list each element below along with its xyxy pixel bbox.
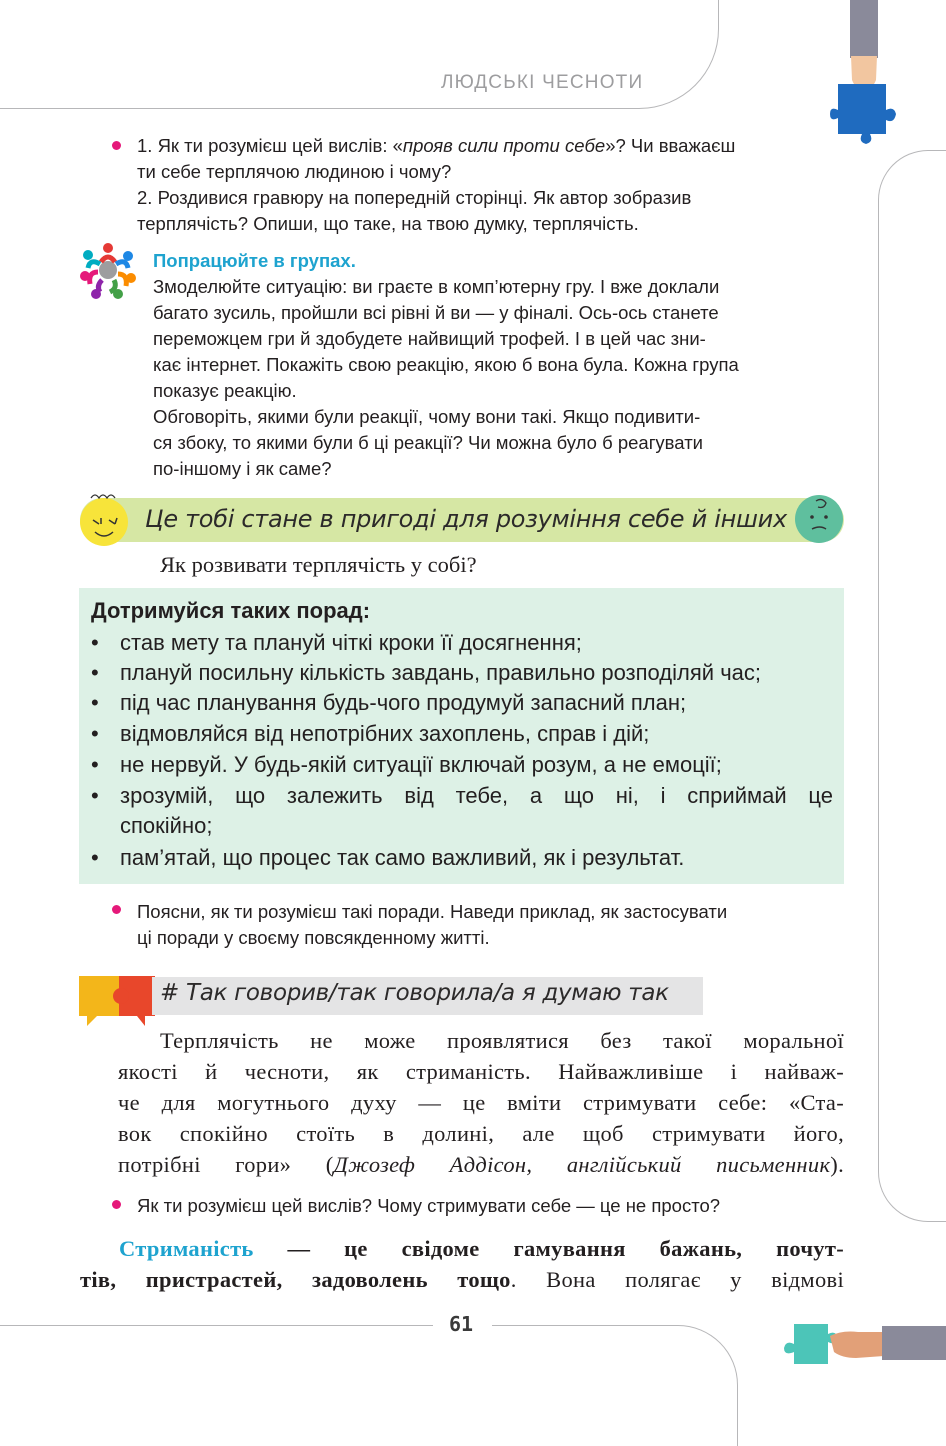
quote-line: якості й чесноти, як стриманість. Найважливіше і найваж- — [118, 1059, 844, 1084]
group-task-line: переможцем гри й здобудете найвищий трофей. І в цей час зни- — [153, 328, 706, 349]
tip-text: пам’ятай, що процес так само важливий, як і результат. — [120, 845, 685, 870]
tip-text: не нервуй. У будь-якій ситуації включай розум, а не емоції; — [120, 752, 722, 777]
frame-line-bottom-right — [492, 1325, 738, 1446]
question-text-line: Поясни, як ти розумієш такі поради. Наведи приклад, як застосувати — [137, 901, 728, 922]
group-task-line: ся збоку, то якими були б ці реакції? Чи можна було б реагувати — [153, 432, 703, 453]
question-1-text-b: »? Чи вважаєш — [605, 135, 736, 156]
quote-paragraph — [118, 1025, 844, 1180]
frame-line-bottom-left — [0, 1325, 433, 1336]
tip-text: плануй посильну кількість завдань, правильно розподіляй час; — [120, 660, 761, 685]
question-1-quote: прояв сили проти себе — [402, 135, 606, 156]
tip-bullet: • — [91, 845, 99, 870]
tip-item — [91, 658, 833, 688]
group-task-line: показує реакцію. — [153, 380, 297, 401]
definition-bold-text: тів, пристрастей, задоволень тощо — [80, 1267, 511, 1292]
tip-bullet: • — [91, 783, 99, 808]
definition-text: . Вона полягає у відмові — [510, 1267, 844, 1292]
group-task-line: по-іншому і як саме? — [153, 458, 332, 479]
tip-item — [91, 719, 833, 749]
frame-line-right — [878, 150, 946, 1222]
running-title: ЛЮДСЬКІ ЧЕСНОТИ — [441, 72, 644, 93]
group-task-block — [153, 248, 844, 482]
question-2-line-2: терплячість? Опиши, що таке, на твою думку, терплячість. — [137, 213, 639, 234]
group-task-heading: Попрацюйте в групах. — [153, 250, 356, 271]
tip-bullet: • — [91, 752, 99, 777]
group-task-line: багато зусиль, пройшли всі рівні й ви — у фіналі. Ось-ось станете — [153, 302, 719, 323]
tip-bullet: • — [91, 660, 99, 685]
tip-text: став мету та плануй чіткі кроки її досягнення; — [120, 630, 582, 655]
tip-bullet: • — [91, 690, 99, 715]
question-1-text-a: 1. Як ти розумієш цей вислів: « — [137, 135, 403, 156]
question-2-line-1: 2. Роздивися гравюру на попередній сторінці. Як автор зобразив — [137, 187, 692, 208]
tips-box — [79, 588, 844, 884]
hand-puzzle-bottom-icon — [780, 1318, 946, 1368]
tips-heading: Дотримуйся таких порад: — [91, 598, 371, 623]
group-task-line: кає інтернет. Покажіть свою реакцію, якою б вона була. Кожна група — [153, 354, 739, 375]
bullet-dot — [112, 1200, 121, 1209]
bullet-dot — [112, 141, 121, 150]
question-1-line-2: ти себе терплячою людиною і чому? — [137, 161, 452, 182]
bullet-dot — [112, 905, 121, 914]
tip-text: зрозумій, що залежить від тебе, а що ні, і сприймай це — [120, 783, 833, 808]
group-task-line: Обговоріть, якими були реакції, чому вони такі. Якщо подивити- — [153, 406, 701, 427]
definition-term: Стриманість — [119, 1236, 254, 1261]
quote-line: Терплячість не може проявлятися без такої моральної — [160, 1028, 844, 1053]
question-3-text: Як ти розумієш цей вислів? Чому стримувати себе — це не просто? — [137, 1195, 721, 1216]
page-number: 61 — [449, 1312, 474, 1336]
tip-text: спокійно; — [120, 813, 213, 838]
questions-block-1 — [137, 133, 844, 237]
tip-text: під час планування будь-чого продумуй запасний план; — [120, 690, 687, 715]
tip-item — [91, 688, 833, 718]
quote-author: Джозеф Аддісон, англійський письменник — [333, 1152, 831, 1177]
group-task-line: Змоделюйте ситуацію: ви граєте в комп’ютерну гру. І вже доклали — [153, 276, 720, 297]
definition-bold-text: — це свідоме гамування бажань, почут- — [253, 1236, 844, 1261]
section-title-useful: Це тобі стане в пригоді для розуміння себе й інших — [145, 505, 787, 533]
thinking-face-icon — [794, 493, 846, 545]
smiling-face-icon — [79, 492, 133, 548]
question-block-2 — [137, 899, 844, 951]
tip-item — [91, 781, 833, 841]
quote-line-start: потрібні гори» ( — [118, 1152, 334, 1177]
tip-bullet: • — [91, 721, 99, 746]
quote-line: че для могутнього духу — це вміти стримувати себе: «Ста- — [118, 1090, 844, 1115]
tip-item — [91, 843, 833, 873]
tip-item — [91, 750, 833, 780]
section-title-opinion: # Так говорив/так говорила/а я думаю так — [160, 980, 669, 1006]
tip-text: відмовляйся від непотрібних захоплень, справ і дій; — [120, 721, 650, 746]
section-subheading: Як розвивати терплячість у собі? — [160, 552, 477, 577]
definition-paragraph — [80, 1233, 844, 1295]
quote-line-end: ). — [830, 1152, 844, 1177]
hand-puzzle-top-icon — [830, 0, 900, 150]
tip-item — [91, 628, 833, 658]
speech-puzzle-icon — [79, 976, 157, 1028]
group-people-icon — [78, 240, 138, 300]
quote-line: вок спокійно стоїть в долині, але щоб стримувати його, — [118, 1121, 844, 1146]
tip-bullet: • — [91, 630, 99, 655]
question-text-line: ці поради у своєму повсякденному житті. — [137, 927, 490, 948]
